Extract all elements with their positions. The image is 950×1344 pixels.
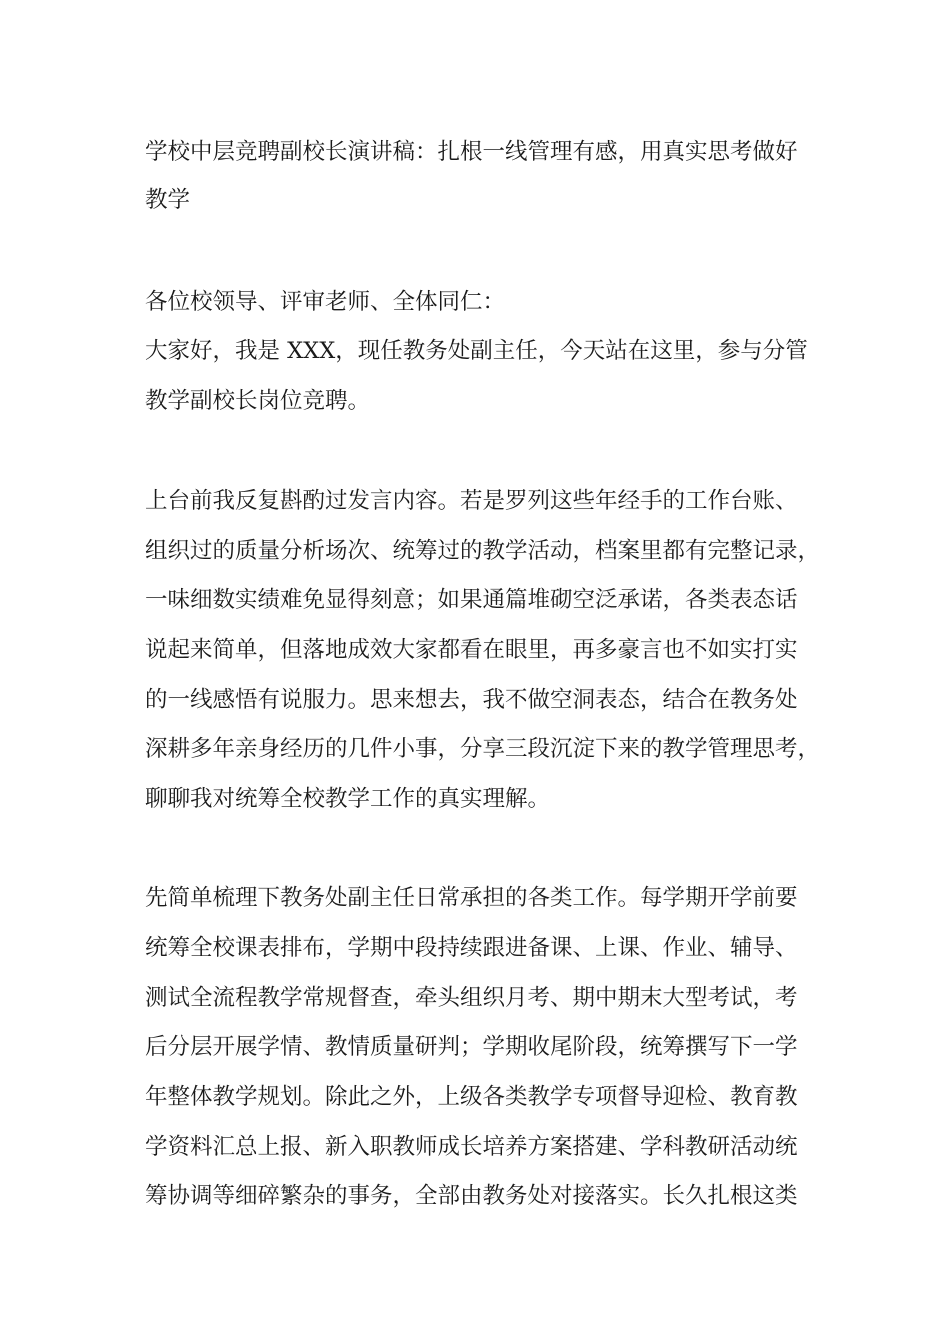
intro-line-2: 教学副校长岗位竞聘。 xyxy=(145,388,371,414)
intro-line-1: 大家好，我是 XXX，现任教务处副主任，今天站在这里，参与分管 xyxy=(145,338,808,364)
paragraph1-line-5: 的一线感悟有说服力。思来想去，我不做空洞表态，结合在教务处 xyxy=(145,687,798,713)
paragraph2-line-5: 年整体教学规划。除此之外，上级各类教学专项督导迎检、教育教 xyxy=(145,1084,798,1110)
paragraph1-line-3: 一味细数实绩难免显得刻意；如果通篇堆砌空泛承诺，各类表态话 xyxy=(145,587,798,613)
paragraph2-line-3: 测试全流程教学常规督查，牵头组织月考、期中期末大型考试，考 xyxy=(145,985,798,1011)
paragraph2-line-1: 先简单梳理下教务处副主任日常承担的各类工作。每学期开学前要 xyxy=(145,885,798,911)
paragraph1-line-7: 聊聊我对统筹全校教学工作的真实理解。 xyxy=(145,786,551,812)
paragraph1-line-2: 组织过的质量分析场次、统筹过的教学活动，档案里都有完整记录， xyxy=(145,538,821,564)
paragraph2-line-7: 筹协调等细碎繁杂的事务，全部由教务处对接落实。长久扎根这类 xyxy=(145,1183,798,1209)
paragraph1-line-1: 上台前我反复斟酌过发言内容。若是罗列这些年经手的工作台账、 xyxy=(145,488,798,514)
document-title-line-1: 学校中层竞聘副校长演讲稿：扎根一线管理有感，用真实思考做好 xyxy=(145,139,798,165)
document-title-line-2: 教学 xyxy=(145,187,191,213)
paragraph2-line-4: 后分层开展学情、教情质量研判；学期收尾阶段，统筹撰写下一学 xyxy=(145,1034,798,1060)
paragraph2-line-6: 学资料汇总上报、新入职教师成长培养方案搭建、学科教研活动统 xyxy=(145,1134,798,1160)
greeting: 各位校领导、评审老师、全体同仁： xyxy=(145,289,506,315)
paragraph1-line-4: 说起来简单，但落地成效大家都看在眼里，再多豪言也不如实打实 xyxy=(145,637,798,663)
paragraph1-line-6: 深耕多年亲身经历的几件小事，分享三段沉淀下来的教学管理思考， xyxy=(145,736,821,762)
paragraph2-line-2: 统筹全校课表排布，学期中段持续跟进备课、上课、作业、辅导、 xyxy=(145,935,798,961)
